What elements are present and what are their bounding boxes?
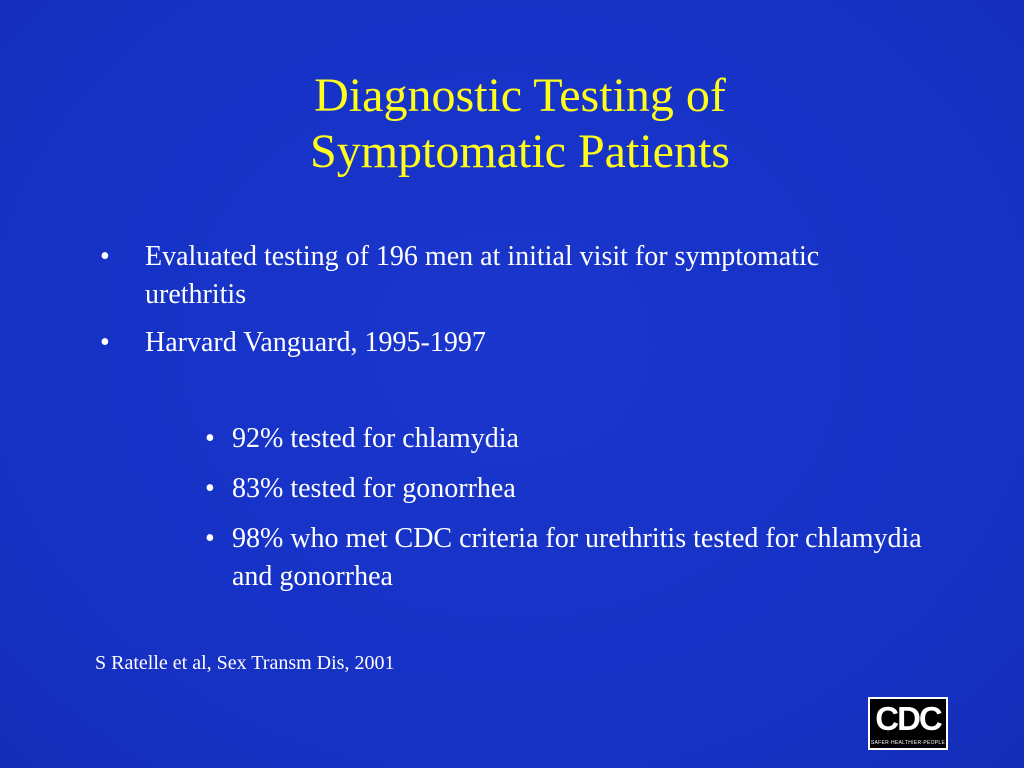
sub-bullet-item xyxy=(205,470,945,508)
sub-bullet-text: 83% tested for gonorrhea xyxy=(232,473,516,504)
cdc-logo-background xyxy=(870,699,946,748)
bullet-item xyxy=(100,324,820,362)
sub-bullet-item xyxy=(205,520,945,596)
title-line-2: Symptomatic Patients xyxy=(310,125,730,178)
sub-bullet-marker: • xyxy=(205,523,215,554)
main-bullet-list xyxy=(100,238,820,372)
sub-bullet-text: 92% tested for chlamydia xyxy=(232,423,519,454)
bullet-marker: • xyxy=(100,241,110,272)
cdc-logo-tagline: SAFER·HEALTHIER·PEOPLE xyxy=(870,740,946,746)
sub-bullet-item xyxy=(205,420,945,458)
cdc-logo-text: CDC xyxy=(875,700,941,737)
cdc-logo xyxy=(868,697,948,750)
citation: S Ratelle et al, Sex Transm Dis, 2001 xyxy=(95,652,395,674)
bullet-text: Evaluated testing of 196 men at initial visit for symptomatic urethritis xyxy=(145,241,820,310)
bullet-item xyxy=(100,238,820,314)
title-line-1: Diagnostic Testing of xyxy=(314,69,726,122)
sub-bullet-marker: • xyxy=(205,473,215,504)
bullet-marker: • xyxy=(100,327,110,358)
sub-bullet-text: 98% who met CDC criteria for urethritis tested for chlamydia and gonorrhea xyxy=(232,523,922,592)
slide-title xyxy=(0,68,1024,180)
bullet-text: Harvard Vanguard, 1995-1997 xyxy=(145,327,486,358)
sub-bullet-list xyxy=(205,420,945,608)
sub-bullet-marker: • xyxy=(205,423,215,454)
